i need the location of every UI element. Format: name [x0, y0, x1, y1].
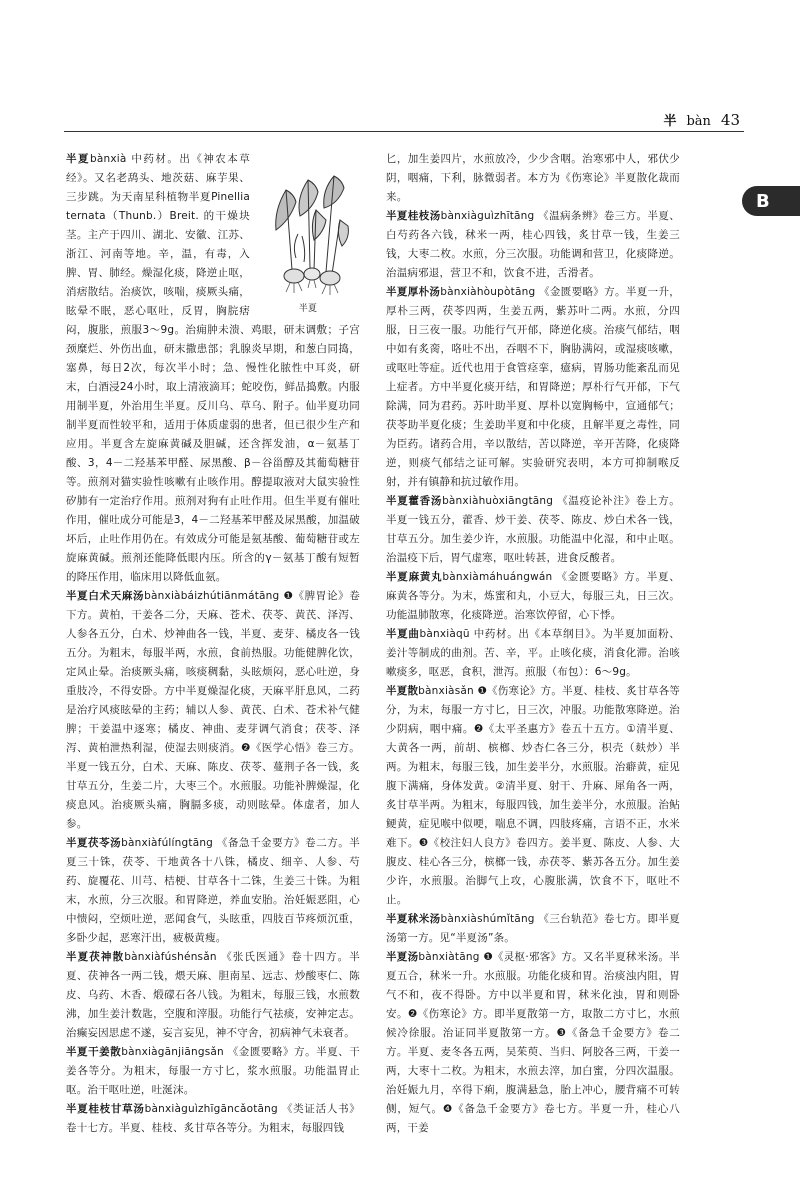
entry-pinyin: bànxiàhuòxiāngtāng	[442, 495, 554, 507]
entry-pinyin: bànxiàguìzhīgāncǎotāng	[144, 1103, 278, 1115]
dictionary-entry	[66, 1043, 360, 1100]
entry-body: ❶《伤寒论》方。半夏、桂枝、炙甘草各等分，为末，每服一方寸匕，日三次，冲服。功能散寒降逆。治少阴病，咽中痛。❷《太平圣惠方》卷五十五方。①清半夏、大黄各一两，前胡、槟榔、炒杏仁各三分，枳壳（麸炒）半两。为粗末，每服三钱，加生姜半分，水煎服。治癖黄，症见腹下满痛，身体发黄。②清半夏、射干、升麻、犀角各一两，炙甘草半两。为粗末，每服四钱，加生姜半分，水煎服。治鲇鲠黄，症见喉中似哽，喘息不调，四肢疼痛，言语不正，水米难下。❸《校注妇人良方》卷四方。姜半夏、陈皮、人参、大腹皮、桂心各三分，槟榔一钱，赤茯苓、紫苏各五分。加生姜少许，水煎服。治脚气上攻，心腹胀满，饮食不下，呕吐不止。	[386, 685, 681, 906]
running-head	[560, 110, 740, 129]
entry-body: 《金匮要略》方。半夏、干姜各等分。为粗末，每服一方寸匕，浆水煎服。功能温胃止呕。治干呕吐逆，吐涎沫。	[66, 1046, 361, 1096]
entry-pinyin: bànxiàtāng	[418, 951, 480, 963]
entry-pinyin: bànxiàfúshénsǎn	[124, 951, 217, 963]
entry-body: 《张氏医通》卷十四方。半夏、茯神各一两二钱，煨天麻、胆南星、远志、炒酸枣仁、陈皮、乌药、木香、煅礞石各八钱。为粗末，每服三钱，水煎数沸，加生姜汁数匙，空腹和滓服。功能行气祛痰，安神定志。治癫妄因思虑不遂，妄言妄见，神不守舍，初病神气未衰者。	[66, 951, 361, 1039]
right-column	[386, 150, 680, 1138]
dictionary-entry	[66, 587, 360, 834]
left-column	[66, 150, 360, 1138]
figure-caption: 半夏	[298, 304, 318, 314]
entry-pinyin: bànxià	[90, 153, 127, 165]
entry-pinyin: bànxiàmáhuángwán	[442, 571, 553, 583]
entry-pinyin: bànxiàsǎn	[418, 685, 474, 697]
entry-pinyin: bànxiàqū	[419, 628, 470, 640]
section-tab	[742, 186, 800, 216]
entry-headword: 半夏桂枝甘草汤	[66, 1103, 145, 1115]
dictionary-entry	[386, 568, 680, 625]
header-divider	[64, 131, 744, 132]
entry-headword: 半夏散	[386, 685, 419, 697]
entry-body: 中药材。出《神农本草经》。又名老鸹头、地茨菇、麻芋果、三步跳。为天南星科植物半夏Pinellia ternata（Thunb.）Breit. 的干燥块茎。主产于四川、湖北、安徽、江苏、浙江、河南等地。辛，温，有毒，入脾、胃、肺经。燥湿化痰，降逆止呕，消痞散结。治痰饮，咳喘，痰厥头痛，眩晕不眠，恶心呕吐，反胃，胸脘痞闷，腹胀，煎服3～9g。治痈肿未溃、鸡眼，研末调敷；子宫颈糜烂、外伤出血，研末撒患部；乳腺炎早期，和葱白同捣，塞鼻，每日2次，每次半小时；急、慢性化脓性中耳炎，研末，白酒浸24小时，取上清液滴耳；蛇咬伤，鲜品捣敷。内服用制半夏，外治用生半夏。反川乌、草乌、附子。仙半夏功同制半夏而性较平和，适用于体质虚弱的患者，但已很少生产和应用。半夏含左旋麻黄碱及胆碱，还含挥发油，α－氨基丁酸、3，4－二羟基苯甲醛、尿黑酸、β－谷甾醇及其葡萄糖苷等。煎剂对猫实验性咳嗽有止咳作用。醇提取液对大鼠实验性矽肺有一定治疗作用。煎剂对狗有止吐作用。但生半夏有催吐作用，催吐成分可能是3，4－二羟基苯甲醛及尿黑酸，加温破坏后，止吐作用仍在。有效成分可能是氨基酸、葡萄糖苷或左旋麻黄碱。煎剂还能降低眼内压。所含的γ－氨基丁酸有短暂的降压作用，临床用以降低血氨。	[66, 153, 360, 583]
dictionary-entry	[386, 948, 680, 1138]
dictionary-entry	[386, 492, 680, 568]
entry-headword: 半夏秫米汤	[386, 913, 441, 925]
entry-pinyin: bànxiàfúlíngtāng	[121, 837, 214, 849]
dictionary-entry	[386, 682, 680, 910]
dictionary-entry	[66, 834, 360, 948]
dictionary-entry	[386, 150, 680, 207]
running-head-pinyin: bàn	[686, 114, 711, 129]
figure	[256, 150, 360, 316]
entry-pinyin: bànxiàguìzhītāng	[440, 210, 535, 222]
entry-pinyin: bànxiàshúmǐtāng	[440, 913, 535, 925]
entry-headword: 半夏藿香汤	[386, 495, 443, 507]
entry-body: 《备急千金要方》卷二方。半夏三十铢，茯苓、干地黄各十八铢，橘皮、细辛、人参、芍药、旋覆花、川芎、桔梗、甘草各十二铢，生姜三十铢。为粗末，水煎，分三次服。和胃降逆，养血安胎。治妊娠恶阻，心中愦闷，空烦吐逆，恶闻食气，头眩重，四肢百节疼烦沉重，多卧少起，恶寒汗出，疲极黄瘦。	[66, 837, 360, 944]
banxia-plant-illustration-icon	[256, 150, 360, 300]
entry-headword: 半夏茯神散	[66, 951, 125, 963]
dictionary-entry	[66, 150, 360, 587]
entry-headword: 半夏	[66, 153, 90, 165]
entry-headword: 半夏白术天麻汤	[66, 590, 145, 602]
entry-body: ❶《脾胃论》卷下方。黄柏，干姜各二分，天麻、苍术、茯苓、黄芪、泽泻、人参各五分，白术、炒神曲各一钱，半夏、麦芽、橘皮各一钱五分。为粗末，每服半两，水煎，食前热服。功能健脾化饮，定风止晕。治痰厥头痛，咳痰稠黏，头眩烦闷，恶心吐逆，身重肢冷，不得安卧。方中半夏燥湿化痰，天麻平肝息风，二药是治疗风痰眩晕的主药；辅以人参、黄芪、白术、苍术补气健脾；干姜温中逐寒；橘皮、神曲、麦芽调气消食；茯苓、泽泻、黄柏泄热利湿，使湿去则痰消。❷《医学心悟》卷三方。半夏一钱五分，白术、天麻、陈皮、茯苓、蔓荆子各一钱，炙甘草五分，生姜二片，大枣三个。水煎服。功能补脾燥湿，化痰息风。治痰厥头痛，胸膈多痰，动则眩晕。体虚者，加人参。	[66, 590, 360, 830]
entry-headword: 半夏厚朴汤	[386, 286, 441, 298]
dictionary-entry	[386, 283, 680, 492]
entry-headword: 半夏麻黄丸	[386, 571, 443, 583]
entry-pinyin: bànxiàhòupòtāng	[440, 286, 536, 298]
dictionary-entry	[386, 625, 680, 682]
entry-headword: 半夏汤	[386, 951, 419, 963]
entry-body: 中药材。出《本草纲目》。为半夏加面粉、姜汁等制成的曲剂。苦、辛，平。止咳化痰，消食化滞。治咳嗽痰多，呕恶，食积，泄泻。煎服（布包）：6～9g。	[386, 628, 680, 678]
dictionary-entry	[386, 910, 680, 948]
entry-body: 《三台轨范》卷七方。即半夏汤第一方。见“半夏汤”条。	[386, 913, 681, 944]
entry-body: 匕，加生姜四片，水煎放冷，少少含咽。治寒邪中人，邪伏少阴，咽痛，下利，脉微弱者。本方为《伤寒论》半夏散化裁而来。	[386, 153, 680, 203]
entry-body: ❶《灵枢·邪客》方。又名半夏秫米汤。半夏五合，秫米一升。水煎服。功能化痰和胃。治痰浊内阻，胃气不和，夜不得卧。方中以半夏和胃，秫米化浊，胃和则卧安。❷《伤寒论》方。即半夏散第一方，取散二方寸匕，水煎候冷徐服。治证同半夏散第一方。❸《备急千金要方》卷二方。半夏、麦冬各五两，吴茱萸、当归、阿胶各三两，干姜一两，大枣十二枚。为粗末，水煎去滓，加白蜜，分四次温服。治妊娠九月，卒得下痢，腹满悬急，胎上冲心，腰背痛不可转侧，短气。❹《备急千金要方》卷七方。半夏一升，桂心八两，干姜	[386, 951, 680, 1134]
entry-body: 《金匮要略》方。半夏、麻黄各等分。为末，炼蜜和丸，小豆大，每服三丸，日三次。功能温肺散寒，化痰降逆。治寒饮停留，心下悸。	[386, 571, 680, 621]
entry-pinyin: bànxiàbáizhútiānmátāng	[144, 590, 280, 602]
entry-pinyin: bànxiàgānjiāngsǎn	[121, 1046, 224, 1058]
section-letter: B	[756, 190, 770, 212]
dictionary-entry	[66, 948, 360, 1043]
page-number: 43	[720, 111, 740, 129]
running-head-hanzi: 半	[663, 114, 677, 129]
dictionary-entry	[66, 1100, 360, 1138]
entry-headword: 半夏茯苓汤	[66, 837, 122, 849]
entry-headword: 半夏干姜散	[66, 1046, 122, 1058]
entry-body: 《温疫论补注》卷上方。半夏一钱五分，藿香、炒干姜、茯苓、陈皮、炒白术各一钱，甘草五分。加生姜少许，水煎服。功能温中化湿，和中止呕。治温疫下后，胃气虚寒，呕吐转甚，进食反酸者。	[386, 495, 681, 564]
entry-body: 《金匮要略》方。半夏一升，厚朴三两，茯苓四两，生姜五两，紫苏叶二两。水煎，分四服，日三夜一服。功能行气开郁，降逆化痰。治痰气郁结，咽中如有炙脔，咯吐不出，吞咽不下，胸胁满闷，或湿痰咳嗽，或呕吐等症。近代也用于食管痉挛，癔病，胃肠功能紊乱而见上症者。方中半夏化痰开结，和胃降逆；厚朴行气开郁，下气除满，同为君药。苏叶助半夏、厚朴以宽胸畅中，宣通郁气；茯苓助半夏化痰；生姜助半夏和中化痰，且解半夏之毒性，同为臣药。诸药合用，辛以散结，苦以降逆，辛开苦降，化痰降逆，则痰气郁结之证可解。实验研究表明，本方可抑制喉反射，并有镇静和抗过敏作用。	[386, 286, 681, 488]
entry-body: 《温病条辨》卷三方。半夏、白芍药各六钱，秫米一两，桂心四钱，炙甘草一钱，生姜三钱，大枣二枚。水煎，分三次服。功能调和营卫，化痰降逆。治温病邪退，营卫不和，饮食不进，舌滑者。	[386, 210, 681, 279]
dictionary-entry	[386, 207, 680, 283]
entry-body: 《类证活人书》卷十七方。半夏、桂枝、炙甘草各等分。为粗末，每服四钱	[66, 1103, 361, 1134]
entry-headword: 半夏桂枝汤	[386, 210, 441, 222]
entry-headword: 半夏曲	[386, 628, 420, 640]
